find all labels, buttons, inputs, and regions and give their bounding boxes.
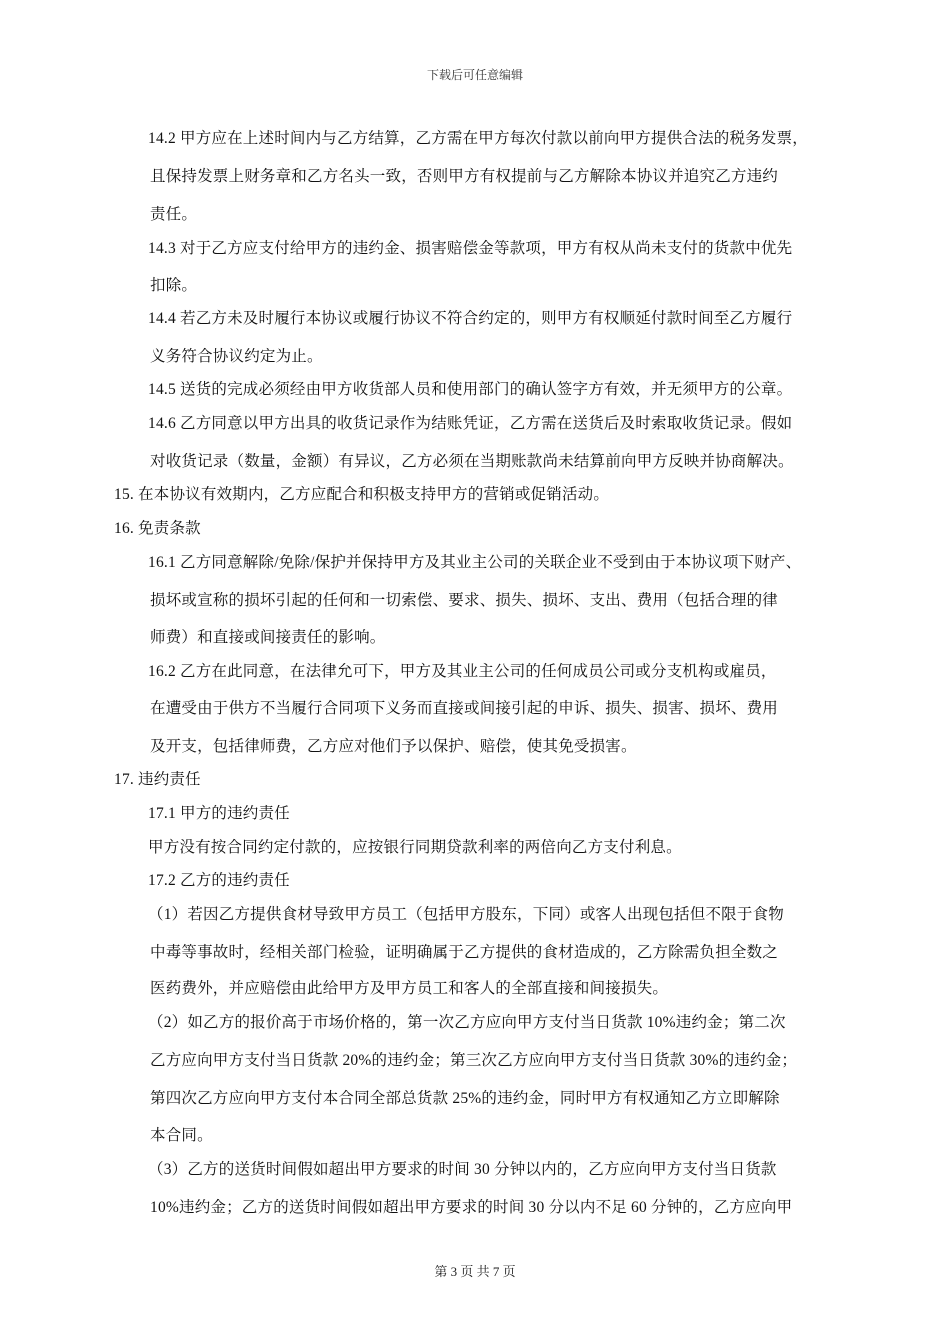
clause-14-6-line-2: 对收货记录（数量，金额）有异议，乙方必须在当期账款尚未结算前向甲方反映并协商解决。 bbox=[150, 453, 794, 470]
clause-17-2-item-2-line-2: 乙方应向甲方支付当日货款 20%的违约金；第三次乙方应向甲方支付当日货款 30%的违约金； bbox=[150, 1052, 798, 1069]
clause-17-2-heading: 17.2 乙方的违约责任 bbox=[148, 872, 290, 889]
clause-17-1-text: 甲方没有按合同约定付款的，应按银行同期贷款利率的两倍向乙方支付利息。 bbox=[148, 839, 682, 856]
clause-17-2-item-2-line-1: （2）如乙方的报价高于市场价格的，第一次乙方应向甲方支付当日货款 10%违约金；第二次 bbox=[148, 1014, 786, 1031]
clause-14-2-line-1: 14.2 甲方应在上述时间内与乙方结算，乙方需在甲方每次付款以前向甲方提供合法的税务发票， bbox=[148, 130, 809, 147]
clause-14-6-line-1: 14.6 乙方同意以甲方出具的收货记录作为结账凭证，乙方需在送货后及时索取收货记录。假如 bbox=[148, 415, 793, 432]
clause-17-1-heading: 17.1 甲方的违约责任 bbox=[148, 805, 290, 822]
clause-16-2-line-3: 及开支，包括律师费，乙方应对他们予以保护、赔偿，使其免受损害。 bbox=[150, 738, 637, 755]
clause-17-heading: 17. 违约责任 bbox=[114, 771, 201, 788]
clause-14-5-line-1: 14.5 送货的完成必须经由甲方收货部人员和使用部门的确认签字方有效，并无须甲方的公章。 bbox=[148, 381, 793, 398]
clause-16-2-line-1: 16.2 乙方在此同意，在法律允可下，甲方及其业主公司的任何成员公司或分支机构或雇员， bbox=[148, 663, 777, 680]
clause-17-2-item-1-line-3: 医药费外，并应赔偿由此给甲方及甲方员工和客人的全部直接和间接损失。 bbox=[150, 980, 669, 997]
clause-14-2-line-2: 且保持发票上财务章和乙方名头一致，否则甲方有权提前与乙方解除本协议并追究乙方违约 bbox=[150, 168, 779, 185]
clause-17-2-item-2-line-3: 第四次乙方应向甲方支付本合同全部总货款 25%的违约金，同时甲方有权通知乙方立即解除 bbox=[150, 1090, 780, 1107]
clause-17-2-item-2-line-4: 本合同。 bbox=[150, 1127, 213, 1144]
clause-17-2-item-1-line-1: （1）若因乙方提供食材导致甲方员工（包括甲方股东，下同）或客人出现包括但不限于食物 bbox=[148, 906, 784, 923]
clause-16-heading: 16. 免责条款 bbox=[114, 520, 201, 537]
clause-15-line-1: 15. 在本协议有效期内，乙方应配合和积极支持甲方的营销或促销活动。 bbox=[114, 486, 610, 503]
clause-16-1-line-2: 损坏或宣称的损坏引起的任何和一切索偿、要求、损失、损坏、支出、费用（包括合理的律 bbox=[150, 592, 779, 609]
clause-16-1-line-3: 师费）和直接或间接责任的影响。 bbox=[150, 629, 386, 646]
clause-14-4-line-1: 14.4 若乙方未及时履行本协议或履行协议不符合约定的，则甲方有权顺延付款时间至乙方履行 bbox=[148, 310, 793, 327]
clause-14-4-line-2: 义务符合协议约定为止。 bbox=[150, 348, 323, 365]
clause-17-2-item-1-line-2: 中毒等事故时，经相关部门检验，证明确属于乙方提供的食材造成的，乙方除需负担全数之 bbox=[150, 944, 779, 961]
clause-14-3-line-2: 扣除。 bbox=[150, 277, 198, 294]
page-header: 下载后可任意编辑 bbox=[426, 68, 523, 82]
clause-16-2-line-2: 在遭受由于供方不当履行合同项下义务而直接或间接引起的申诉、损失、损害、损坏、费用 bbox=[150, 700, 779, 717]
clause-14-2-line-3: 责任。 bbox=[150, 206, 198, 223]
clause-17-2-item-3-line-1: （3）乙方的送货时间假如超出甲方要求的时间 30 分钟以内的，乙方应向甲方支付当日货款 bbox=[148, 1161, 777, 1178]
clause-16-1-line-1: 16.1 乙方同意解除/免除/保护并保持甲方及其业主公司的关联企业不受到由于本协议项下财产、 bbox=[148, 554, 802, 571]
clause-14-3-line-1: 14.3 对于乙方应支付给甲方的违约金、损害赔偿金等款项，甲方有权从尚未支付的货款中优先 bbox=[148, 240, 793, 257]
clause-17-2-item-3-line-2: 10%违约金；乙方的送货时间假如超出甲方要求的时间 30 分以内不足 60 分钟的，乙方应向甲 bbox=[150, 1199, 793, 1216]
page-footer: 第 3 页 共 7 页 bbox=[434, 1264, 516, 1279]
